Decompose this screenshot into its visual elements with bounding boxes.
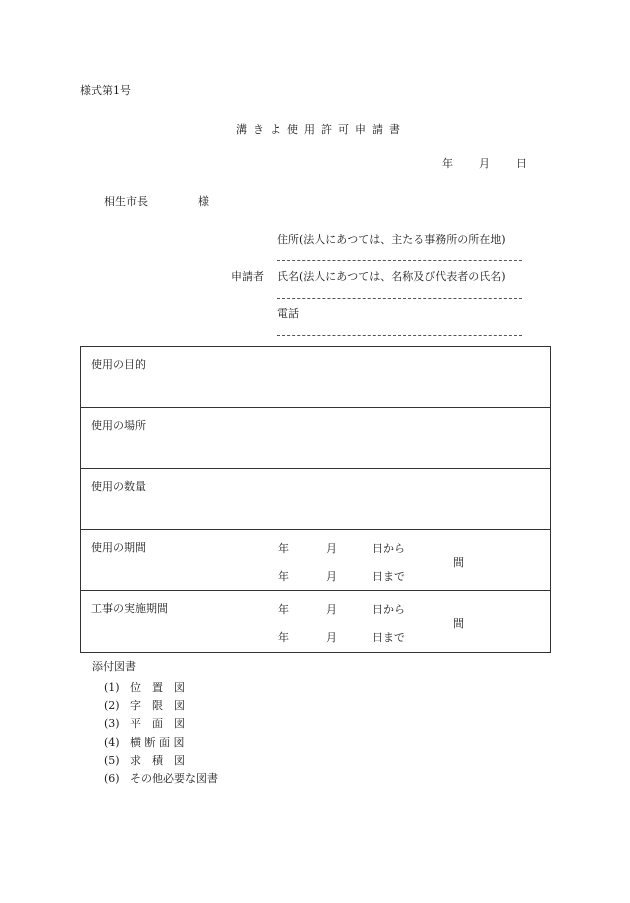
- date-line: [442, 155, 527, 171]
- attachment-number: (6): [104, 772, 120, 785]
- usage-period-label: 使用の期間: [91, 541, 146, 554]
- date-year: 年: [442, 157, 453, 170]
- purpose-row[interactable]: [81, 347, 550, 408]
- location-row[interactable]: [81, 408, 550, 469]
- attachment-number: (5): [104, 754, 120, 767]
- purpose-label: 使用の目的: [91, 358, 146, 371]
- attachment-label: 求 積 図: [130, 754, 185, 767]
- attachment-item: [104, 752, 185, 768]
- attachment-item: [104, 770, 218, 786]
- construction-end-month: 月: [326, 631, 337, 644]
- applicant-label: 申請者: [231, 270, 264, 283]
- construction-start-year: 年: [278, 603, 289, 616]
- attachment-number: (4): [104, 736, 120, 749]
- date-month: 月: [479, 157, 490, 170]
- addressee-honorific: 様: [198, 195, 209, 208]
- address-line[interactable]: [277, 260, 522, 261]
- date-day: 日: [516, 157, 527, 170]
- attachment-label: 位 置 図: [130, 681, 185, 694]
- construction-start-month: 月: [326, 603, 337, 616]
- application-table: [80, 346, 551, 653]
- address-field-label: 住所(法人にあつては、主たる事務所の所在地): [277, 233, 506, 246]
- construction-period-row[interactable]: [81, 591, 550, 652]
- attachment-label: 字 限 図: [130, 699, 185, 712]
- usage-end-day: 日まで: [372, 570, 405, 583]
- construction-end-year: 年: [278, 631, 289, 644]
- attachment-label: 平 面 図: [130, 717, 185, 730]
- construction-start-day: 日から: [372, 603, 405, 616]
- phone-line[interactable]: [277, 335, 522, 336]
- attachment-label: 横 断 面 図: [130, 736, 185, 749]
- usage-period-total: 間: [453, 556, 464, 569]
- quantity-row[interactable]: [81, 469, 550, 530]
- attachment-number: (3): [104, 717, 120, 730]
- attachment-item: [104, 679, 185, 695]
- attachment-item: [104, 697, 185, 713]
- attachment-number: (2): [104, 699, 120, 712]
- construction-end-day: 日まで: [372, 631, 405, 644]
- addressee: [104, 193, 209, 209]
- usage-end-month: 月: [326, 570, 337, 583]
- usage-start-year: 年: [278, 542, 289, 555]
- attachment-item: [104, 715, 185, 731]
- addressee-name: 相生市長: [104, 195, 148, 208]
- location-label: 使用の場所: [91, 419, 146, 432]
- usage-end-year: 年: [278, 570, 289, 583]
- phone-field-label: 電話: [277, 307, 299, 320]
- attachment-label: その他必要な図書: [130, 772, 218, 785]
- attachment-number: (1): [104, 681, 120, 694]
- construction-period-label: 工事の実施期間: [91, 602, 168, 615]
- attachment-item: [104, 734, 185, 750]
- construction-period-total: 間: [453, 617, 464, 630]
- quantity-label: 使用の数量: [91, 480, 146, 493]
- usage-start-month: 月: [326, 542, 337, 555]
- name-line[interactable]: [277, 298, 522, 299]
- name-field-label: 氏名(法人にあつては、名称及び代表者の氏名): [277, 270, 506, 283]
- usage-start-day: 日から: [372, 542, 405, 555]
- attachments-title: 添付図書: [92, 660, 136, 673]
- usage-period-row[interactable]: [81, 530, 550, 591]
- form-number: 様式第1号: [80, 84, 131, 97]
- page-title: 溝きよ使用許可申請書: [236, 123, 406, 136]
